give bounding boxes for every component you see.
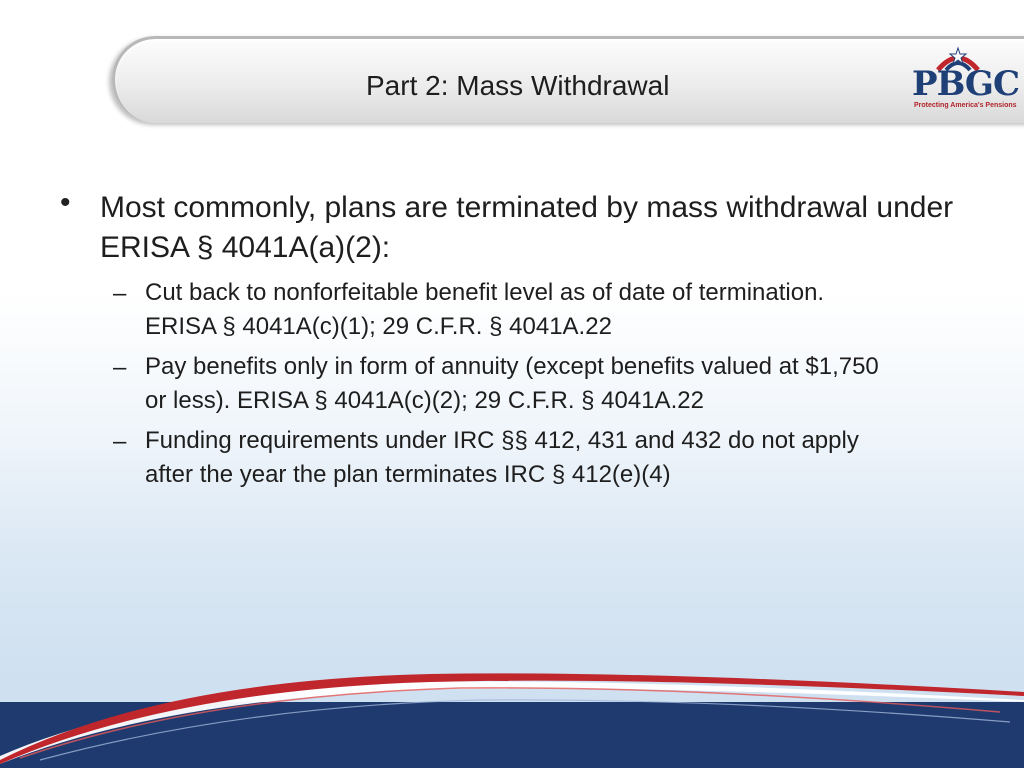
bullet-icon: • bbox=[60, 186, 71, 219]
dash-icon: – bbox=[113, 428, 127, 455]
sub-item bbox=[145, 276, 965, 344]
sub-item-line: Funding requirements under IRC §§ 412, 431 and 432 do not apply bbox=[145, 427, 859, 454]
logo-text: PBGC bbox=[912, 64, 1020, 104]
sub-item bbox=[145, 424, 965, 492]
dash-icon: – bbox=[113, 280, 127, 307]
sub-item bbox=[145, 350, 965, 418]
dash-icon: – bbox=[113, 354, 127, 381]
footer-swoosh bbox=[0, 660, 1024, 768]
slide-title: Part 2: Mass Withdrawal bbox=[366, 70, 670, 101]
sub-item-line: ERISA § 4041A(c)(1); 29 C.F.R. § 4041A.22 bbox=[145, 313, 612, 340]
sub-item-line: Cut back to nonforfeitable benefit level as of date of termination. bbox=[145, 279, 825, 306]
sub-item-line: or less). ERISA § 4041A(c)(2); 29 C.F.R. § 4041A.22 bbox=[145, 387, 704, 414]
sub-item-line: after the year the plan terminates IRC § 412(e)(4) bbox=[145, 461, 671, 488]
pbgc-logo bbox=[908, 42, 1020, 112]
sub-item-line: Pay benefits only in form of annuity (except benefits valued at $1,750 bbox=[145, 353, 879, 380]
logo-tagline: Protecting America's Pensions bbox=[914, 102, 1017, 109]
main-bullet: Most commonly, plans are terminated by mass withdrawal under ERISA § 4041A(a)(2): bbox=[100, 191, 954, 264]
